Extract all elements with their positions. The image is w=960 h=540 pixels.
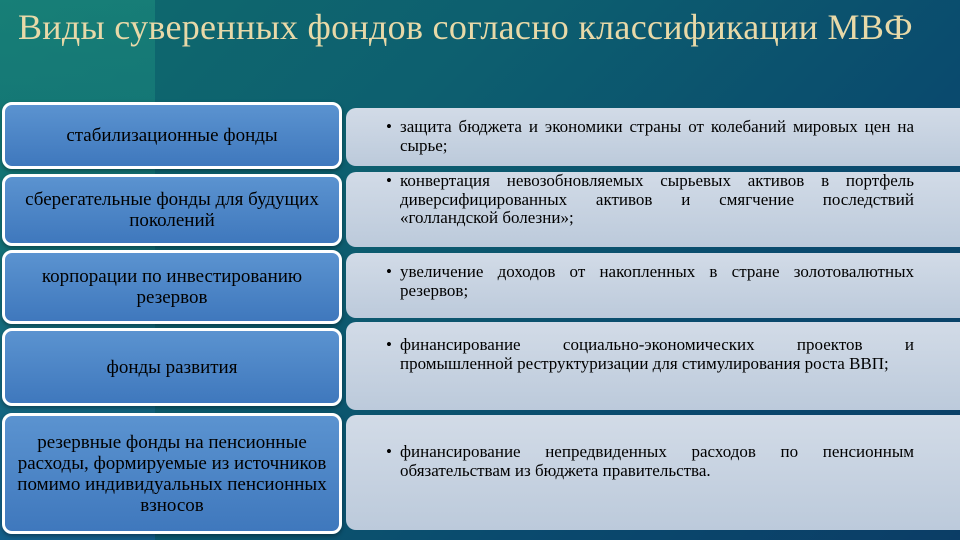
- bullet-icon: •: [386, 117, 392, 136]
- fund-purpose-text: финансирование социально-экономических проектов и промышленной реструктуризации для стимулирования роста ВВП;: [400, 335, 914, 373]
- fund-type-label: корпорации по инвестированию резервов: [2, 250, 342, 324]
- fund-type-label: фонды развития: [2, 328, 342, 406]
- fund-purpose: [346, 253, 960, 318]
- fund-purpose-text: увеличение доходов от накопленных в стране золотовалютных резервов;: [400, 262, 914, 300]
- bullet-icon: •: [386, 262, 392, 281]
- fund-purpose-text: финансирование непредвиденных расходов по пенсионным обязательствам из бюджета правительства.: [400, 442, 914, 480]
- fund-type-label: сберегательные фонды для будущих поколений: [2, 174, 342, 246]
- bullet-icon: •: [386, 335, 392, 354]
- slide-title: Виды суверенных фондов согласно классификации МВФ: [18, 7, 913, 47]
- bullet-icon: •: [386, 442, 392, 461]
- fund-type-label: резервные фонды на пенсионные расходы, формируемые из источников помимо индивидуальных пенсионных взносов: [2, 413, 342, 534]
- fund-type-label: стабилизационные фонды: [2, 102, 342, 169]
- fund-purpose: [346, 322, 960, 410]
- fund-purpose: [346, 172, 960, 247]
- fund-purpose-text: защита бюджета и экономики страны от колебаний мировых цен на сырье;: [400, 117, 914, 155]
- fund-purpose: [346, 415, 960, 530]
- bullet-icon: •: [386, 172, 392, 190]
- fund-purpose: [346, 108, 960, 166]
- fund-purpose-text: конвертация невозобновляемых сырьевых активов в портфель диверсифицированных активов и смягчение последствий «голландской болезни»;: [400, 172, 914, 227]
